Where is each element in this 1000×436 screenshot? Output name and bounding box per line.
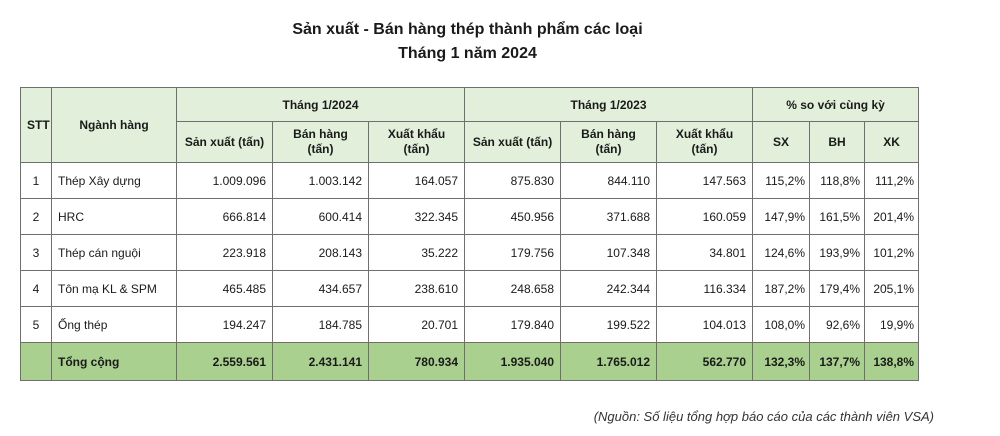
cell-production-2024: 223.918 xyxy=(177,235,273,271)
cell-stt: 4 xyxy=(21,271,52,307)
header-sales-2023: Bán hàng (tấn) xyxy=(561,122,657,163)
cell-export-2024: 164.057 xyxy=(369,163,465,199)
header-production-2024: Sản xuất (tấn) xyxy=(177,122,273,163)
cell-total-production-2024: 2.559.561 xyxy=(177,343,273,381)
cell-pct-xk: 111,2% xyxy=(865,163,919,199)
cell-pct-bh: 161,5% xyxy=(810,199,865,235)
cell-pct-bh: 92,6% xyxy=(810,307,865,343)
cell-total-export-2024: 780.934 xyxy=(369,343,465,381)
header-category: Ngành hàng xyxy=(52,88,177,163)
cell-pct-bh: 179,4% xyxy=(810,271,865,307)
header-export-2023: Xuất khẩu (tấn) xyxy=(657,122,753,163)
cell-export-2023: 104.013 xyxy=(657,307,753,343)
cell-stt-empty xyxy=(21,343,52,381)
cell-total-label: Tổng cộng xyxy=(52,343,177,381)
table-row xyxy=(21,271,919,307)
cell-pct-sx: 187,2% xyxy=(753,271,810,307)
header-pct-sx: SX xyxy=(753,122,810,163)
cell-sales-2024: 184.785 xyxy=(273,307,369,343)
cell-stt: 2 xyxy=(21,199,52,235)
cell-production-2024: 194.247 xyxy=(177,307,273,343)
report-title xyxy=(0,18,935,66)
cell-sales-2023: 242.344 xyxy=(561,271,657,307)
cell-production-2024: 465.485 xyxy=(177,271,273,307)
cell-export-2024: 238.610 xyxy=(369,271,465,307)
cell-sales-2023: 107.348 xyxy=(561,235,657,271)
cell-sales-2024: 1.003.142 xyxy=(273,163,369,199)
cell-pct-xk: 201,4% xyxy=(865,199,919,235)
cell-production-2024: 1.009.096 xyxy=(177,163,273,199)
cell-category: Tôn mạ KL & SPM xyxy=(52,271,177,307)
cell-category: Thép Xây dựng xyxy=(52,163,177,199)
cell-pct-sx: 124,6% xyxy=(753,235,810,271)
cell-category: Ống thép xyxy=(52,307,177,343)
cell-total-sales-2023: 1.765.012 xyxy=(561,343,657,381)
cell-pct-sx: 147,9% xyxy=(753,199,810,235)
cell-production-2024: 666.814 xyxy=(177,199,273,235)
header-row-groups xyxy=(21,88,919,122)
cell-production-2023: 450.956 xyxy=(465,199,561,235)
header-export-2024: Xuất khẩu (tấn) xyxy=(369,122,465,163)
cell-category: Thép cán nguội xyxy=(52,235,177,271)
total-row xyxy=(21,343,919,381)
cell-category: HRC xyxy=(52,199,177,235)
cell-sales-2024: 600.414 xyxy=(273,199,369,235)
cell-sales-2024: 208.143 xyxy=(273,235,369,271)
cell-total-export-2023: 562.770 xyxy=(657,343,753,381)
table-row xyxy=(21,163,919,199)
cell-export-2023: 160.059 xyxy=(657,199,753,235)
cell-stt: 1 xyxy=(21,163,52,199)
cell-export-2023: 147.563 xyxy=(657,163,753,199)
cell-pct-sx: 108,0% xyxy=(753,307,810,343)
cell-export-2024: 20.701 xyxy=(369,307,465,343)
cell-pct-xk: 101,2% xyxy=(865,235,919,271)
cell-sales-2023: 199.522 xyxy=(561,307,657,343)
cell-stt: 5 xyxy=(21,307,52,343)
cell-sales-2023: 844.110 xyxy=(561,163,657,199)
cell-pct-bh: 118,8% xyxy=(810,163,865,199)
cell-production-2023: 179.840 xyxy=(465,307,561,343)
cell-pct-xk: 19,9% xyxy=(865,307,919,343)
title-line-1: Sản xuất - Bán hàng thép thành phẩm các loại xyxy=(292,21,643,38)
table-row xyxy=(21,307,919,343)
cell-sales-2023: 371.688 xyxy=(561,199,657,235)
cell-production-2023: 248.658 xyxy=(465,271,561,307)
header-production-2023: Sản xuất (tấn) xyxy=(465,122,561,163)
cell-pct-xk: 205,1% xyxy=(865,271,919,307)
cell-total-pct-bh: 137,7% xyxy=(810,343,865,381)
cell-total-pct-sx: 132,3% xyxy=(753,343,810,381)
header-group-2023: Tháng 1/2023 xyxy=(465,88,753,122)
header-group-pct: % so với cùng kỳ xyxy=(753,88,919,122)
cell-pct-bh: 193,9% xyxy=(810,235,865,271)
header-stt: STT xyxy=(21,88,52,163)
steel-table xyxy=(20,87,919,381)
cell-total-sales-2024: 2.431.141 xyxy=(273,343,369,381)
table-row xyxy=(21,199,919,235)
cell-total-production-2023: 1.935.040 xyxy=(465,343,561,381)
title-line-2: Tháng 1 năm 2024 xyxy=(398,45,537,62)
cell-pct-sx: 115,2% xyxy=(753,163,810,199)
cell-total-pct-xk: 138,8% xyxy=(865,343,919,381)
header-group-2024: Tháng 1/2024 xyxy=(177,88,465,122)
cell-export-2023: 116.334 xyxy=(657,271,753,307)
cell-stt: 3 xyxy=(21,235,52,271)
table-row xyxy=(21,235,919,271)
source-note: (Nguồn: Số liệu tổng hợp báo cáo của các thành viên VSA) xyxy=(593,409,934,424)
cell-sales-2024: 434.657 xyxy=(273,271,369,307)
cell-production-2023: 179.756 xyxy=(465,235,561,271)
cell-export-2024: 322.345 xyxy=(369,199,465,235)
cell-export-2024: 35.222 xyxy=(369,235,465,271)
header-pct-xk: XK xyxy=(865,122,919,163)
cell-export-2023: 34.801 xyxy=(657,235,753,271)
header-sales-2024: Bán hàng (tấn) xyxy=(273,122,369,163)
cell-production-2023: 875.830 xyxy=(465,163,561,199)
header-pct-bh: BH xyxy=(810,122,865,163)
